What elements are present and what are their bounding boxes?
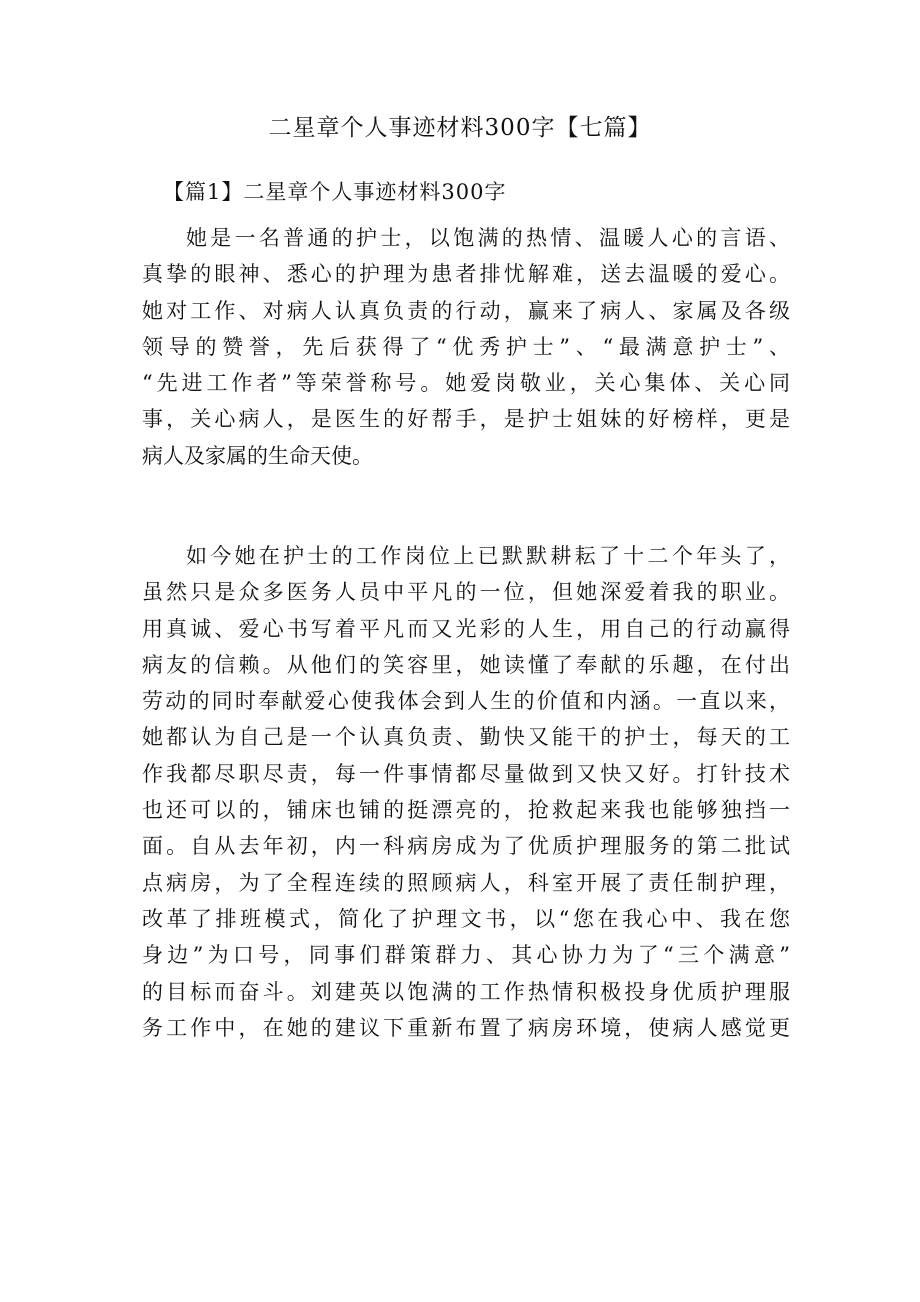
paragraph-line: 真挚的眼神、悉心的护理为患者排忧解难，送去温暖的爱心。 <box>142 262 790 287</box>
paragraph-line: 她是一名普通的护士，以饱满的热情、温暖人心的言语、 <box>186 226 790 250</box>
paragraph-line: 病友的信赖。从他们的笑容里，她读懂了奉献的乐趣，在付出 <box>142 652 790 677</box>
paragraph-line: 她对工作、对病人认真负责的行动，赢来了病人、家属及各级 <box>142 298 790 323</box>
paragraph-line: 作我都尽职尽责，每一件事情都尽量做到又快又好。打针技术 <box>142 761 790 786</box>
paragraph-line: 劳动的同时奉献爱心使我体会到人生的价值和内涵。一直以来， <box>142 689 790 714</box>
document-title: 二星章个人事迹材料300字【七篇】 <box>268 115 652 141</box>
paragraph-line: 面。自从去年初，内一科病房成为了优质护理服务的第二批试 <box>142 834 790 859</box>
paragraph-line: 她都认为自己是一个认真负责、勤快又能干的护士，每天的工 <box>142 725 790 750</box>
paragraph-line: 身边”为口号，同事们群策群力、其心协力为了“三个满意” <box>142 943 790 968</box>
paragraph-line: 点病房，为了全程连续的照顾病人，科室开展了责任制护理， <box>142 870 790 895</box>
paragraph-line: 虽然只是众多医务人员中平凡的一位，但她深爱着我的职业。 <box>142 580 790 605</box>
paragraph-line: 的目标而奋斗。刘建英以饱满的工作热情积极投身优质护理服 <box>142 979 790 1004</box>
paragraph-line: 务工作中，在她的建议下重新布置了病房环境，使病人感觉更 <box>142 1015 790 1040</box>
paragraph-1 <box>142 221 790 475</box>
paragraph-line: 改革了排班模式，简化了护理文书，以“您在我心中、我在您 <box>142 906 790 931</box>
paragraph-line: 事，关心病人，是医生的好帮手，是护士姐妹的好榜样，更是 <box>142 407 790 432</box>
paragraph-line: 病人及家属的生命天使。 <box>142 443 373 468</box>
paragraph-line: 如今她在护士的工作岗位上已默默耕耘了十二个年头了， <box>186 544 790 568</box>
paragraph-line: “先进工作者”等荣誉称号。她爱岗敬业，关心集体、关心同 <box>142 371 790 396</box>
paragraph-line: 领导的赞誉，先后获得了“优秀护士”、“最满意护士”、 <box>142 334 790 359</box>
paragraph-line: 用真诚、爱心书写着平凡而又光彩的人生，用自己的行动赢得 <box>142 616 790 641</box>
paragraph-2 <box>142 539 790 1047</box>
paragraph-line: 也还可以的，铺床也铺的挺漂亮的，抢救起来我也能够独挡一 <box>142 798 790 823</box>
section-heading: 【篇1】二星章个人事迹材料300字 <box>163 180 507 204</box>
